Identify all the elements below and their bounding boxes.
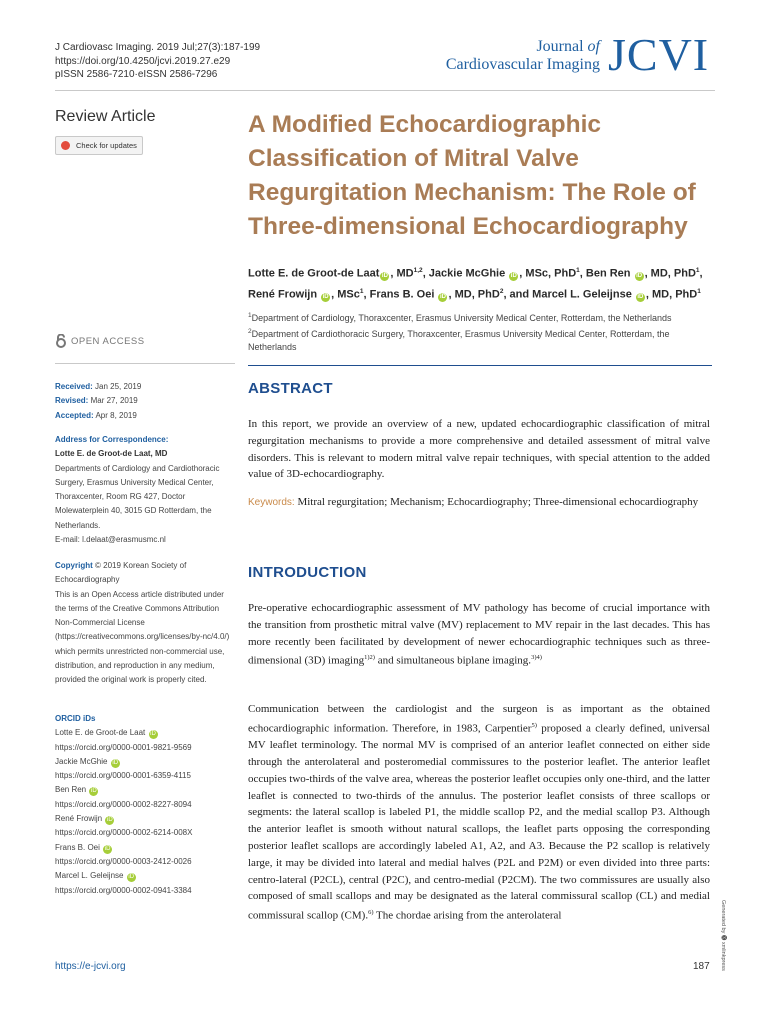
affiliation-2: $^2$Department of Cardiothoracic Surgery, Thoraxcenter, Erasmus University Medical Center, Rotterdam, the Netherlands [248,328,670,352]
journal-logo: JCVI [608,29,710,80]
header-divider [55,90,715,91]
keywords-label: Keywords: [248,497,295,508]
orcid-name: Marcel L. Geleijnse [55,871,124,881]
received-label: Received: [55,382,93,391]
article-title: A Modified Echocardiographic Classification of Mitral Valve Regurgitation Mechanism: The Role of Three-dimensional Echocardiography [248,111,696,240]
orcid-entry [55,783,235,797]
orcid-entry [55,869,235,883]
orcid-icon[interactable]: iD [322,293,329,300]
intro-paragraph-2 [248,701,710,925]
orcid-block [55,712,235,898]
journal-name [446,38,600,74]
orcid-icon: iD [107,817,113,824]
orcid-heading: ORCID iDs [55,714,96,723]
citation-sup: 5) [531,721,537,729]
affiliation-text: Department of Cardiology, Thoraxcenter, Erasmus University Medical Center, Rotterdam, the Netherlands [251,313,672,323]
affiliation-sup: 1 [576,267,580,274]
citation-sup: 1)2) [364,654,375,662]
orcid-icon[interactable]: iD [381,272,388,279]
open-access-label: OPEN ACCESS [71,335,145,347]
accepted-date: Apr 8, 2019 [95,410,137,420]
orcid-entry [55,726,235,740]
journal-word: Journal [536,38,584,55]
orcid-entry [55,812,235,826]
check-updates-button[interactable] [55,136,143,155]
journal-of: of [587,38,600,55]
orcid-link[interactable]: https://orcid.org/0000-0002-6214-008X [55,828,193,838]
orcid-icon: iD [112,759,119,766]
crossmark-icon [61,141,70,150]
copyright-block [55,559,235,688]
intro-text: Pre-operative echocardiographic assessment of MV pathology has become of crucial importance with the transition from prosthetic mitral valve (MV) replacement to MV repair in the last decades. This has more recently been facilitated by development of newer echocardiographic techniques such as three-dimensional (3D) imaging [248,602,710,668]
orcid-icon: iD [91,788,97,795]
check-updates-label: Check for updates [76,141,137,150]
author-degree: , MSc, PhD [519,267,577,280]
affiliation-sup: 1 [359,288,364,296]
author-name: , René Frowijn [248,267,703,301]
orcid-link[interactable]: https://orcid.org/0000-0002-0941-3384 [55,885,192,895]
affiliation-sup: 2 [499,288,504,296]
open-access-icon [55,334,67,348]
citation-block [55,41,260,82]
author-degree: , MD, PhD [448,288,500,301]
orcid-icon[interactable]: iD [439,293,446,300]
citation-sup: 6) [368,909,374,917]
citation-sup: 3)4) [531,654,542,662]
author-name: , Ben Ren [579,267,631,280]
correspondence-block [55,433,235,547]
revised-label: Revised: [55,396,89,406]
intro-text: The chordae arising from the anterolateral [373,909,562,922]
author-name: Lotte E. de Groot-de Laat [248,267,380,280]
introduction-heading: INTRODUCTION [248,564,367,581]
page-number: 187 [693,961,710,972]
author-list [248,262,718,304]
orcid-name: Frans B. Oei [55,842,100,852]
orcid-entry [55,755,235,769]
affiliations [248,309,718,354]
author-degree: , MD, PhD [645,288,698,301]
author-name: , Frans B. Oei [363,288,435,301]
article-type: Review Article [55,108,156,125]
correspondence-heading: Address for Correspondence: [55,435,169,444]
citation: J Cardiovasc Imaging. 2019 Jul;27(3):187-199 [55,42,261,53]
affiliation-sup: 1 [695,267,700,274]
intro-text: proposed a clearly defined, universal MV leaflet terminology. The normal MV is comprised of an anterior leaflet connected on either side through the anterolateral and posteromedial commissures to the posterior leaflet. The anterior leaflet occupies two-thirds of the valve area, whereas the posterior leaflet occupies only one-third, and the latter leaflet is connected to two-thirds of the annulus. The posterior leaflet consists of three scallops or segments: the lateral scallop is labeled P1, the middle scallop P2, and the medial scallop P3. Although the anterior leaflet is smooth without natural scallops, the leaflet parts opposing the corresponding posterior leaflet scallops are accordingly labeled A1, A2, and A3. Because the P2 scallop is relatively large, it may be divided into lateral and medial halves (P2L and P2M) or even divided into three parts: centro-lateral (P2CL), central (P2C), and centro-medial (P2CM). The two commissures are usually also composed of small scallops and may be designated as the lateral commissural scallop (CL) and medial commissural scallop (CM). [248,722,710,922]
affiliation-sup: 1,2 [413,267,423,274]
orcid-link[interactable]: https://orcid.org/0000-0002-8227-8094 [55,799,192,809]
received-date: Jan 25, 2019 [95,382,142,391]
affiliation-text: Department of Cardiothoracic Surgery, Thoraxcenter, Erasmus University Medical Center, Rotterdam, the Netherlands [248,329,670,352]
orcid-name: Ben Ren [55,785,87,795]
copyright-text: © 2019 Korean Society of Echocardiography [55,561,187,585]
issn: pISSN 2586-7210·eISSN 2586-7296 [55,69,218,80]
orcid-name: Lotte E. de Groot-de Laat [55,728,146,738]
orcid-link[interactable]: https://orcid.org/0000-0001-9821-9569 [55,742,192,752]
affiliation-1: $^1$Department of Cardiology, Thoraxcenter, Erasmus University Medical Center, Rotterdam, the Netherlands [248,312,672,323]
orcid-name: Jackie McGhie [55,756,108,766]
orcid-name: René Frowijn [55,814,103,824]
copyright-label: Copyright [55,561,93,570]
correspondence-name: Lotte E. de Groot-de Laat, MD [55,449,168,459]
orcid-icon[interactable]: iD [510,272,517,279]
doi-link[interactable]: https://doi.org/10.4250/jcvi.2019.27.e29 [55,55,231,67]
author-degree: , MD, PhD [644,267,696,280]
orcid-entry [55,841,235,855]
author-degree: , MSc [331,288,360,301]
revised-date: Mar 27, 2019 [90,396,138,406]
keywords-block [248,494,710,512]
open-access-badge [55,334,145,348]
dates-block [55,380,235,423]
orcid-link[interactable]: https://orcid.org/0000-0003-2412-0026 [55,856,192,866]
intro-text: and simultaneous biplane imaging. [374,655,532,668]
sidebar-divider [55,363,235,364]
orcid-icon: iD [128,874,135,881]
keywords-text: Mitral regurgitation; Mechanism; Echocardiography; Three-dimensional echocardiography [297,496,699,508]
generator-credit: Generated by 🅧 xmlinkpress [720,900,726,971]
orcid-icon[interactable]: iD [637,293,644,300]
abstract-divider [248,365,712,366]
affiliation-sup: 1 [697,288,701,296]
license-text: This is an Open Access article distributed under the terms of the Creative Commons Attribution Non-Commercial License (https://creativecommons.org/licenses/by-nc/4.0/) which permits unrestricted non-commercial use, distribution, and reproduction in any medium, provided the original work is properly cited. [55,589,230,685]
abstract-text: In this report, we provide an overview of a new, updated echocardiographic classification of mitral regurgitation mechanisms to provide a more comprehensive and detailed assessment of mitral valve disorders. This is relevant to modern mitral valve repair techniques, with special attention to the added value of 3D-echocardiography. [248,418,710,481]
accepted-label: Accepted: [55,410,94,420]
intro-text: Communication between the cardiologist and the surgeon is as important as the obtained echocardiographic information. Therefore, in 1983, Carpentier [248,703,710,735]
orcid-icon[interactable]: iD [636,272,643,279]
author-name: , and Marcel L. Geleijnse [503,288,632,301]
journal-website-link[interactable]: https://e-jcvi.org [55,961,126,972]
journal-subtitle: Cardiovascular Imaging [445,56,600,73]
orcid-icon: iD [104,845,111,852]
author-degree: , MD [390,267,414,280]
correspondence-address: Departments of Cardiology and Cardiothoracic Surgery, Erasmus University Medical Center, Thoraxcenter, Room RG 427, Doctor Molewaterplein 40, 3015 GD Rotterdam, the Netherlands. [55,463,220,530]
intro-paragraph-1 [248,600,710,670]
orcid-link[interactable]: https://orcid.org/0000-0001-6359-4115 [55,771,191,781]
abstract-heading: ABSTRACT [248,380,333,397]
author-name: , Jackie McGhie [422,267,506,280]
correspondence-email[interactable]: E-mail: l.delaat@erasmusmc.nl [55,535,166,545]
orcid-icon: iD [150,731,156,738]
